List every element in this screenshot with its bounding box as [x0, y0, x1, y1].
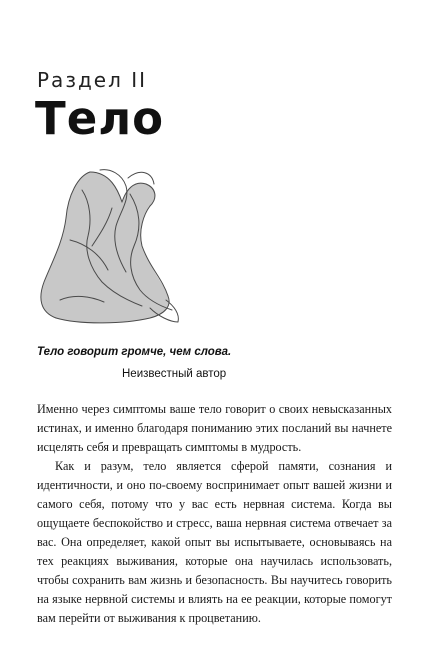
seated-figure-illustration-icon: [30, 150, 200, 335]
paragraph: Именно через симптомы ваше тело говорит о своих невысказанных истинах, и именно благодаря пониманию этих посланий вы начнете исцелять себя и превращать симптомы в мудрость.: [37, 402, 392, 454]
chapter-title: Тело: [35, 92, 165, 145]
section-label: Раздел II: [37, 68, 148, 92]
epigraph-author: Неизвестный автор: [122, 368, 227, 380]
epigraph-quote: Тело говорит громче, чем слова.: [37, 346, 232, 358]
body-text: [37, 400, 392, 628]
paragraph: Как и разум, тело является сферой памяти, сознания и идентичности, и оно по-своему воспринимает опыт вашей жизни и самого себя, потому что у вас есть нервная система. Когда вы ощущаете беспокойство и стресс, ваша нервная система отвечает за вас. Она определяет, какой опыт вы испытываете, основываясь на тех реакциях выживания, которые она научилась использовать, чтобы сохранить вам жизнь и безопасность. Вы научитесь говорить на языке нервной системы и влиять на ее реакции, которые помогут вам перейти от выживания к процветанию.: [37, 459, 392, 625]
